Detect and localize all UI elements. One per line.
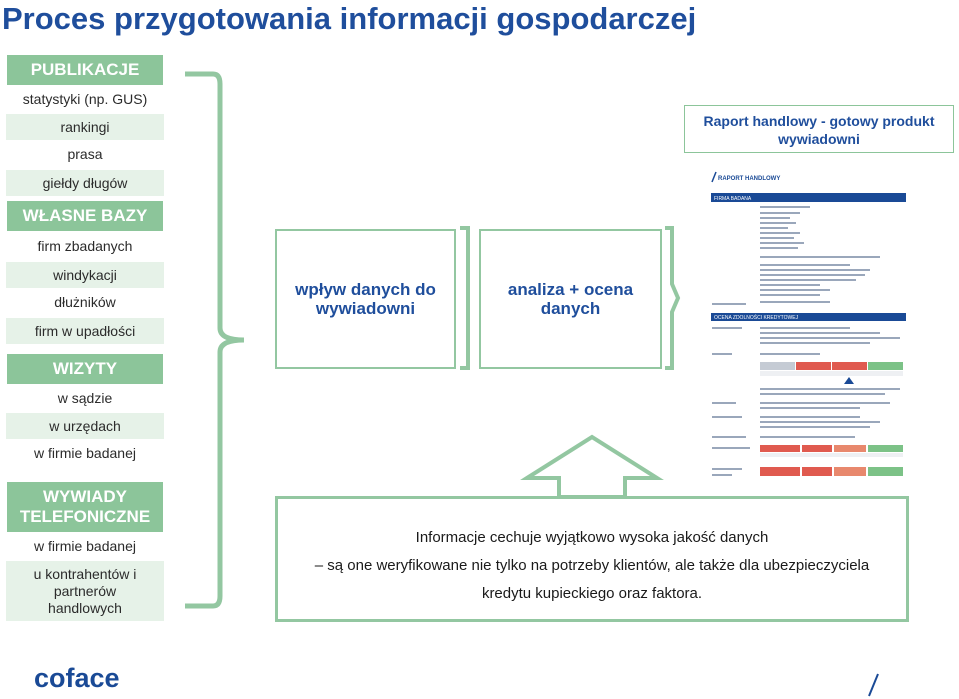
- list-item-line: u kontrahentów i: [33, 566, 137, 582]
- up-arrow-icon: [527, 437, 657, 497]
- list-item: statystyki (np. GUS): [6, 86, 164, 112]
- info-line: – są one weryfikowane nie tylko na potrzeby klientów, ale także dla ubezpieczyciela: [314, 557, 870, 574]
- list-item: prasa: [6, 140, 164, 168]
- process-box-intake: [275, 229, 456, 369]
- list-item: w sądzie: [6, 385, 164, 411]
- list-item: firm zbadanych: [6, 232, 164, 260]
- report-caption: [684, 105, 954, 153]
- slash-icon: [869, 674, 878, 696]
- bracket-icon: [665, 228, 678, 368]
- list-item: w firmie badanej: [6, 533, 164, 559]
- list-item: giełdy długów: [6, 168, 164, 196]
- list-item: rankingi: [6, 112, 164, 140]
- report-section-2: OCENA ZDOLNOŚCI KREDYTOWEJ: [714, 315, 799, 321]
- header-publikacje: PUBLIKACJE: [6, 54, 164, 86]
- process-box-line: wpływ danych do: [295, 280, 436, 299]
- process-box-analysis: [479, 229, 662, 369]
- header-wywiady-line2: TELEFONICZNE: [19, 507, 151, 526]
- report-thumbnail: [708, 166, 908, 488]
- report-doc-title: RAPORT HANDLOWY: [718, 176, 781, 182]
- page-title: Proces przygotowania informacji gospodarczej: [2, 1, 697, 36]
- report-thumbnail-image: [708, 166, 908, 488]
- list-item-line: partnerów: [53, 583, 117, 599]
- list-item-line: handlowych: [48, 600, 122, 616]
- process-box-line: analiza + ocena: [507, 280, 634, 299]
- list-item: w firmie badanej: [6, 439, 164, 467]
- list-item: windykacji: [6, 260, 164, 288]
- brace-icon: [185, 74, 244, 606]
- coface-logo: coface: [34, 663, 120, 693]
- list-item: dłużników: [6, 288, 164, 316]
- list-item: w urzędach: [6, 411, 164, 439]
- info-line: Informacje cechuje wyjątkowo wysoka jakość danych: [415, 529, 769, 546]
- bracket-icon: [460, 228, 468, 368]
- header-wywiady-line1: WYWIADY: [42, 487, 128, 506]
- header-wizyty: WIZYTY: [6, 353, 164, 385]
- process-box-line: danych: [540, 299, 601, 318]
- report-caption-line: Raport handlowy - gotowy produkt: [703, 113, 935, 129]
- list-item: firm w upadłości: [6, 316, 164, 344]
- report-section-1: FIRMA BADANA: [714, 196, 752, 202]
- process-box-line: wywiadowni: [315, 299, 416, 318]
- report-caption-line: wywiadowni: [778, 131, 860, 147]
- info-box: [275, 496, 909, 622]
- info-line: kredytu kupieckiego oraz faktora.: [481, 585, 703, 602]
- header-wlasne-bazy: WŁASNE BAZY: [6, 200, 164, 232]
